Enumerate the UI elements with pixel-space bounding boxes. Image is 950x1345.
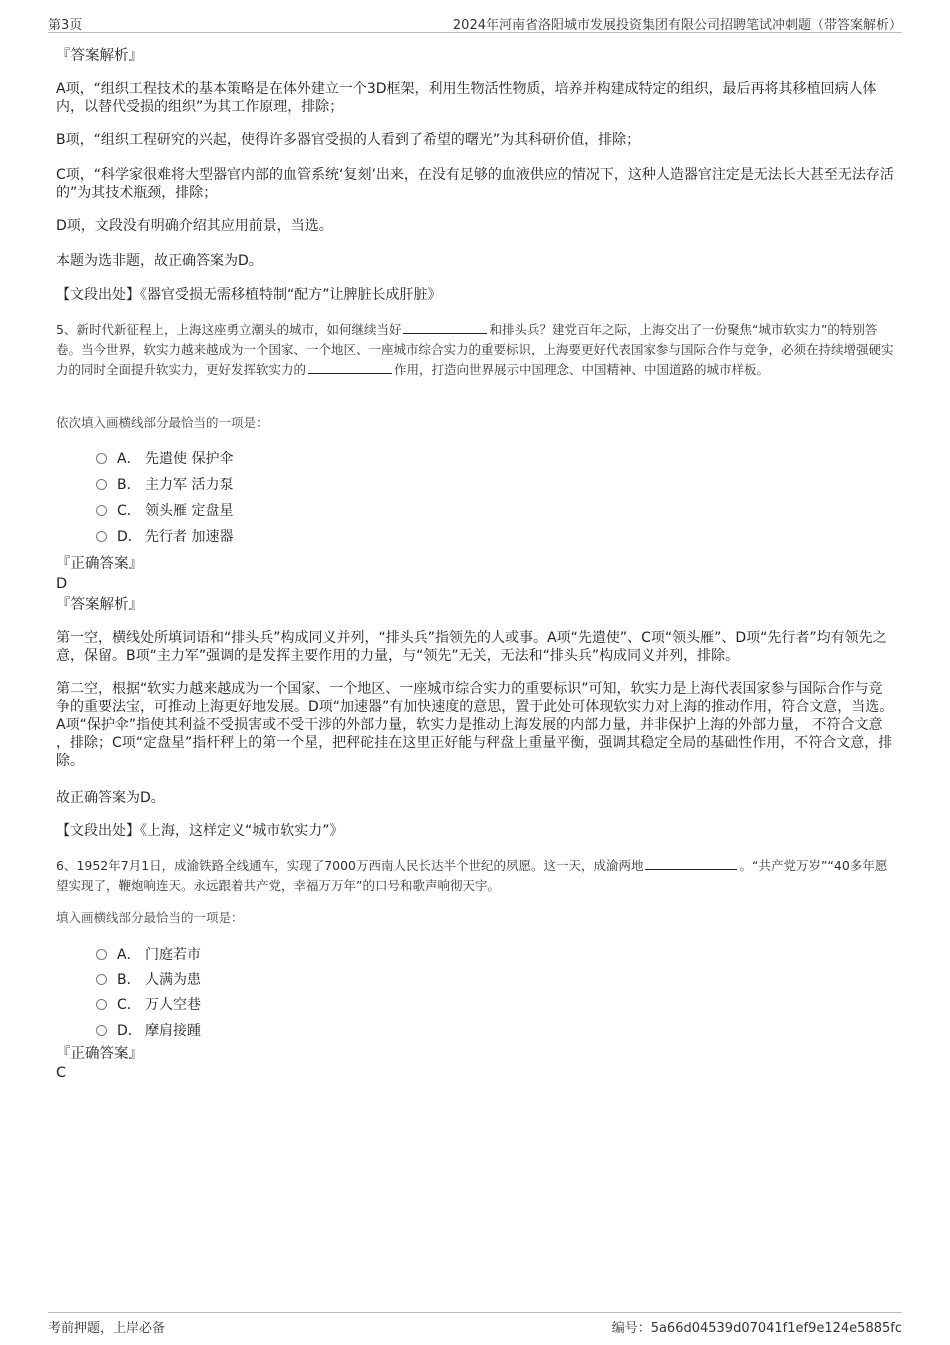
option-text: 领头雁 定盘星 [145,503,234,519]
page-number: 第3页 [48,18,83,33]
analysis-paragraph-d: D项，文段没有明确介绍其应用前景，当选。 [56,218,333,234]
page-header [48,12,902,33]
document-title: 2024年河南省洛阳城市发展投资集团有限公司招聘笔试冲刺题（带答案解析） [452,18,902,33]
radio-icon[interactable] [96,999,107,1010]
footer-slogan: 考前押题，上岸必备 [48,1321,166,1336]
option-text: 门庭若市 [145,947,201,963]
question-5-text-b: 和排头兵？建党百年之际，上海交出了一份聚焦“城市软实力”的特别答卷。当今世界，软实力越来越成为一个国家、一个地区、一座城市综合实力的重要标识，上海要更好代表国家参与国际合作与竞争，必须在持续增强硬实力的同时全面提升软实力，更好发挥软实力的 [56,322,894,377]
option-b[interactable] [96,474,233,496]
radio-icon[interactable] [96,974,107,985]
fill-blank-2 [308,361,392,374]
option-letter: A． [117,947,141,963]
analysis-conclusion: 故正确答案为D。 [56,790,165,806]
question-6-stem [56,856,894,896]
option-c[interactable] [96,994,201,1016]
correct-answer-label: 『正确答案』 [56,1046,143,1062]
option-text: 主力军 活力泵 [145,477,234,493]
question-5-prompt: 依次填入画横线部分最恰当的一项是： [56,415,269,430]
document-code: 编号：5a66d04539d07041f1ef9e124e5885fc [611,1321,902,1336]
question-5-text-c: 作用，打造向世界展示中国理念、中国精神、中国道路的城市样板。 [394,362,770,377]
option-letter: C． [117,997,141,1013]
radio-icon[interactable] [96,453,107,464]
fill-blank [645,857,737,870]
option-text: 先遣使 保护伞 [145,451,234,467]
correct-answer: C [56,1065,67,1081]
option-letter: C． [117,503,141,519]
option-d[interactable] [96,526,233,548]
option-c[interactable] [96,500,233,522]
option-letter: D． [117,1023,142,1039]
option-a[interactable] [96,944,201,966]
correct-answer: D [56,576,68,592]
radio-icon[interactable] [96,479,107,490]
question-6-text-b: 。“共产党万岁”“40多年愿望实现了，鞭炮响连天。永远跟着共产党，幸福万万年”的口号和歌声响彻天宇。 [56,858,888,893]
page-footer [48,1312,902,1337]
option-b[interactable] [96,969,201,991]
option-letter: A． [117,451,141,467]
fill-blank-1 [403,321,487,334]
question-6-prompt: 填入画横线部分最恰当的一项是： [56,910,244,925]
question-5-text-a: 5、新时代新征程上，上海这座勇立潮头的城市，如何继续当好 [56,322,402,337]
radio-icon[interactable] [96,949,107,960]
analysis-conclusion: 本题为选非题，故正确答案为D。 [56,253,263,269]
analysis-label: 『答案解析』 [56,48,143,64]
question-6-text-a: 6、1952年7月1日，成渝铁路全线通车，实现了7000万西南人民长达半个世纪的夙愿。这一天，成渝两地 [56,858,644,873]
radio-icon[interactable] [96,531,107,542]
source-citation: 【文段出处】《器官受损无需移植特制“配方”让脾脏长成肝脏》 [56,287,442,303]
radio-icon[interactable] [96,1025,107,1036]
option-text: 摩肩接踵 [145,1023,201,1039]
source-citation: 【文段出处】《上海，这样定义“城市软实力”》 [56,823,344,839]
option-text: 人满为患 [145,972,201,988]
correct-answer-label: 『正确答案』 [56,556,143,572]
analysis-label: 『答案解析』 [56,597,143,613]
option-text: 万人空巷 [145,997,201,1013]
option-letter: D． [117,529,142,545]
analysis-second-blank: 第二空，根据“软实力越来越成为一个国家、一个地区、一座城市综合实力的重要标识”可知，软实力是上海代表国家参与国际合作与竞争的重要法宝，可推动上海更好地发展。D项“加速器”有加快速度的意思，置于此处可体现软实力对上海的推动作用，符合文意，当选。A项“保护伞”指使其利益不受损害或不受干涉的外部力量，软实力是推动上海发展的内部力量，并非保护上海的外部力量， 不符合文意 ，排除；C项“定盘星”指杆秤上的第一个星，把秤砣挂在这里正好能与秤盘上重量平衡，强调其稳定全局的基础性作用，不符合文意，排除。 [56,681,894,769]
analysis-paragraph-b: B项，“组织工程研究的兴起，使得许多器官受损的人看到了希望的曙光”为其科研价值，排除； [56,132,641,148]
radio-icon[interactable] [96,505,107,516]
option-letter: B． [117,972,141,988]
option-a[interactable] [96,448,233,470]
option-letter: B． [117,477,141,493]
option-d[interactable] [96,1020,201,1042]
question-5-stem [56,320,894,380]
analysis-first-blank: 第一空，横线处所填词语和“排头兵”构成同义并列，“排头兵”指领先的人或事。A项“先遣使”、C项“领头雁”、D项“先行者”均有领先之意，保留。B项“主力军”强调的是发挥主要作用的力量，与“领先”无关，无法和“排头兵”构成同义并列，排除。 [56,630,887,664]
analysis-paragraph-a: A项，“组织工程技术的基本策略是在体外建立一个3D框架，利用生物活性物质，培养并构建成特定的组织，最后再将其移植回病人体内，以替代受损的组织”为其工作原理，排除； [56,81,877,115]
option-text: 先行者 加速器 [145,529,234,545]
analysis-paragraph-c: C项，“科学家很难将大型器官内部的血管系统‘复刻’出来，在没有足够的血液供应的情况下，这种人造器官注定是无法长大甚至无法存活的”为其技术瓶颈，排除； [56,167,894,201]
